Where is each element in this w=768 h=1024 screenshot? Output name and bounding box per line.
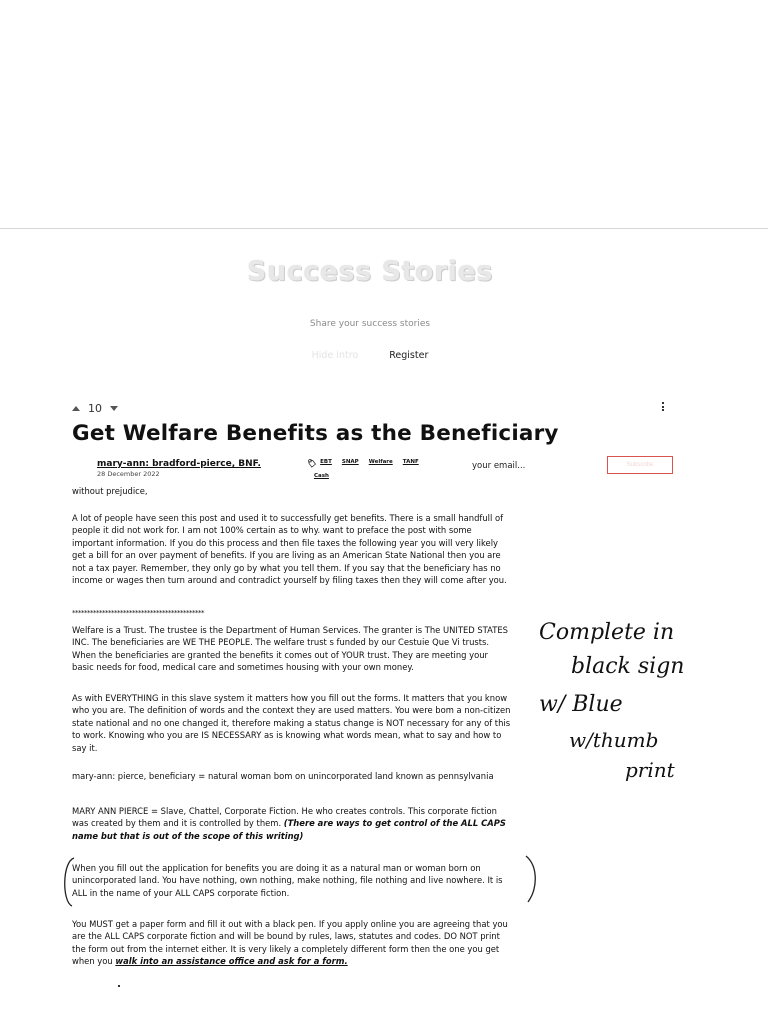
- tag-tanf[interactable]: TANF: [402, 459, 419, 465]
- note-line-3: w/ Blue: [539, 692, 623, 717]
- vote-widget: [72, 402, 118, 415]
- register-link[interactable]: Register: [389, 350, 429, 361]
- paragraph-fiction-note: (There are ways to get control of the ALL CAPS name but that is out of the scope of this writing): [72, 818, 506, 841]
- note-line-5: print: [625, 758, 675, 782]
- paragraph-fiction-text: MARY ANN PIERCE = Slave, Chattel, Corporate Fiction. He who creates controls. This corporate fiction was created by them and it is controlled by them.: [72, 806, 497, 829]
- paragraph-fiction: [72, 805, 512, 842]
- paragraph-intro: A lot of people have seen this post and used it to successfully get benefits. There is a small handfull of people it did not work for. I am not 100% certain as to why. want to preface the post with some important information. If you do this process and then file taxes the following year you will very likely get a bill for an over payment of benefits. If you are living as an American State National then you are not a tax payer. Remember, they only go by what you tell them. If you say that the beneficiary has no income or wages then turn around and contradict yourself by filing taxes then they will come after you.: [72, 513, 507, 586]
- tag-snap[interactable]: SNAP: [341, 459, 359, 465]
- more-options-icon[interactable]: [661, 402, 665, 413]
- paragraph-beneficiary: mary-ann: pierce, beneficiary = natural woman bom on unincorporated land known as pennsylvania: [72, 771, 494, 781]
- tag-cash[interactable]: Cash: [314, 473, 329, 479]
- upvote-icon[interactable]: [72, 406, 80, 411]
- tag-ebt[interactable]: EBT: [320, 459, 332, 465]
- paragraph-paper-form: [72, 918, 512, 968]
- scan-speck: [118, 985, 120, 987]
- scan-edge-line: [0, 228, 768, 229]
- page-title: Success Stories: [247, 256, 493, 287]
- author-link[interactable]: mary-ann: bradford-pierce, BNF.: [97, 459, 261, 469]
- email-field[interactable]: [472, 461, 592, 471]
- handwritten-note: [535, 615, 735, 785]
- paragraph-trust: Welfare is a Trust. The trustee is the Department of Human Services. The granter is The UNITED STATES INC. The beneficiaries are WE THE PEOPLE. The welfare trust s funded by our Cestuie Que Vi trusts. When the beneficiaries are granted the benefits it comes out of YOUR trust. They are meeting your basic needs for food, medical care and sometimes housing with your own money.: [72, 625, 508, 673]
- vote-count: 10: [88, 402, 102, 415]
- paragraph-forms: As with EVERYTHING in this slave system it matters how you fill out the forms. It matters that you know who you are. The definition of words and the context they are used matters. You were bom a non-citizen state national and no one changed it, therefore making a status change is NOT necessary for any of this to work. Knowing who you are IS NECESSARY as is knowing what words mean, what to say and how to say it.: [72, 693, 511, 753]
- tag-icon: 🏷: [306, 459, 317, 468]
- tag-welfare[interactable]: Welfare: [368, 459, 393, 465]
- note-line-1: Complete in: [539, 620, 675, 645]
- note-line-4: w/thumb: [569, 728, 659, 752]
- subscribe-button[interactable]: Subscribe: [607, 456, 673, 474]
- downvote-icon[interactable]: [110, 406, 118, 411]
- note-line-2: black sign: [571, 654, 685, 679]
- post-date: 28 December 2022: [97, 470, 160, 478]
- tag-list: [306, 459, 419, 468]
- header-links: [0, 350, 740, 361]
- page-subtitle: Share your success stories: [309, 319, 431, 329]
- paragraph-paper-form-note: walk into an assistance office and ask for a form.: [115, 956, 348, 967]
- paragraph-paper-form-text: You MUST get a paper form and fill it out with a black pen. If you apply online you are agreeing that you are the ALL CAPS corporate fiction and will be bound by rules, laws, statutes and codes. DO NOT print the form out from the internet either. It is very likely a completely different form then the one you get when you: [72, 919, 508, 967]
- hide-intro-link[interactable]: Hide intro: [311, 350, 359, 361]
- handwritten-bracket: [60, 852, 540, 912]
- post-title: Get Welfare Benefits as the Beneficiary: [72, 421, 559, 446]
- paragraph-application: When you fill out the application for benefits you are doing it as a natural man or woman born on unincorporated land. You have nothing, own nothing, make nothing, file nothing and live nowhere. It is ALL in the name of your ALL CAPS corporate fiction.: [72, 863, 503, 898]
- separator: ********************************************: [72, 609, 204, 617]
- salutation: without prejudice,: [72, 486, 148, 496]
